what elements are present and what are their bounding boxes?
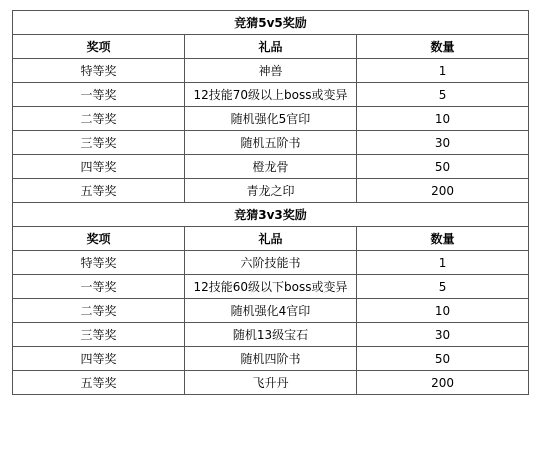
reward-table-container — [12, 10, 528, 395]
section-title-row — [13, 11, 529, 35]
prize-level-cell: 一等奖 — [13, 83, 185, 107]
quantity-cell: 50 — [357, 155, 529, 179]
header-row — [13, 35, 529, 59]
header-gift: 礼品 — [185, 35, 357, 59]
prize-level-cell: 四等奖 — [13, 347, 185, 371]
gift-cell: 随机13级宝石 — [185, 323, 357, 347]
gift-cell: 12技能70级以上boss或变异 — [185, 83, 357, 107]
prize-level-cell: 特等奖 — [13, 59, 185, 83]
table-row — [13, 131, 529, 155]
header-quantity: 数量 — [357, 227, 529, 251]
gift-cell: 随机五阶书 — [185, 131, 357, 155]
gift-cell: 六阶技能书 — [185, 251, 357, 275]
quantity-cell: 5 — [357, 275, 529, 299]
quantity-cell: 200 — [357, 179, 529, 203]
prize-level-cell: 特等奖 — [13, 251, 185, 275]
prize-level-cell: 五等奖 — [13, 371, 185, 395]
prize-level-cell: 三等奖 — [13, 323, 185, 347]
quantity-cell: 30 — [357, 131, 529, 155]
table-row — [13, 347, 529, 371]
table-row — [13, 251, 529, 275]
gift-cell: 橙龙骨 — [185, 155, 357, 179]
table-row — [13, 371, 529, 395]
prize-level-cell: 一等奖 — [13, 275, 185, 299]
quantity-cell: 30 — [357, 323, 529, 347]
section-title: 竞猜5v5奖励 — [13, 11, 529, 35]
quantity-cell: 1 — [357, 251, 529, 275]
table-row — [13, 83, 529, 107]
gift-cell: 12技能60级以下boss或变异 — [185, 275, 357, 299]
table-row — [13, 155, 529, 179]
section-title-row — [13, 203, 529, 227]
table-row — [13, 59, 529, 83]
prize-level-cell: 三等奖 — [13, 131, 185, 155]
header-prize-level: 奖项 — [13, 35, 185, 59]
quantity-cell: 10 — [357, 299, 529, 323]
prize-level-cell: 五等奖 — [13, 179, 185, 203]
quantity-cell: 10 — [357, 107, 529, 131]
prize-level-cell: 二等奖 — [13, 299, 185, 323]
table-row — [13, 299, 529, 323]
quantity-cell: 5 — [357, 83, 529, 107]
header-prize-level: 奖项 — [13, 227, 185, 251]
prize-level-cell: 四等奖 — [13, 155, 185, 179]
header-quantity: 数量 — [357, 35, 529, 59]
gift-cell: 飞升丹 — [185, 371, 357, 395]
header-row — [13, 227, 529, 251]
quantity-cell: 1 — [357, 59, 529, 83]
reward-table — [12, 10, 529, 395]
table-row — [13, 179, 529, 203]
section-title: 竞猜3v3奖励 — [13, 203, 529, 227]
quantity-cell: 200 — [357, 371, 529, 395]
table-row — [13, 323, 529, 347]
gift-cell: 神兽 — [185, 59, 357, 83]
table-row — [13, 275, 529, 299]
gift-cell: 随机强化4官印 — [185, 299, 357, 323]
header-gift: 礼品 — [185, 227, 357, 251]
table-row — [13, 107, 529, 131]
gift-cell: 随机四阶书 — [185, 347, 357, 371]
gift-cell: 随机强化5官印 — [185, 107, 357, 131]
prize-level-cell: 二等奖 — [13, 107, 185, 131]
quantity-cell: 50 — [357, 347, 529, 371]
gift-cell: 青龙之印 — [185, 179, 357, 203]
